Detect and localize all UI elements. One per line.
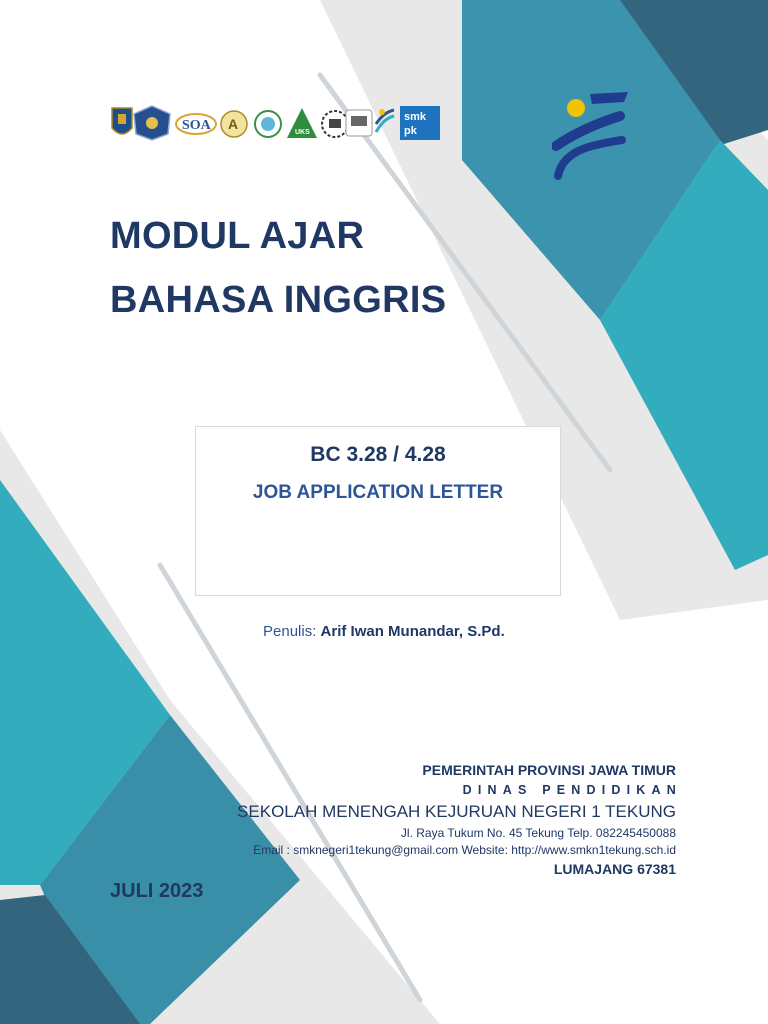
smk-pk-logo-icon — [400, 106, 440, 140]
institution-logos — [110, 104, 440, 142]
accreditation-a-icon — [221, 111, 247, 137]
adiwiyata-logo-icon — [255, 111, 281, 137]
svg-text:pk: pk — [404, 125, 417, 137]
svg-text:UKS: UKS — [295, 129, 310, 136]
competency-code: BC 3.28 / 4.28 — [310, 443, 446, 466]
svg-text:SOA: SOA — [182, 118, 211, 133]
department-name: DINAS PENDIDIKAN — [462, 783, 682, 797]
gear-emblem-icon — [322, 111, 348, 137]
publication-date: JULI 2023 — [110, 880, 204, 902]
lumajang-emblem-icon — [134, 106, 170, 140]
institution-block — [237, 760, 682, 879]
svg-text:smk: smk — [404, 111, 427, 123]
school-name: SEKOLAH MENENGAH KEJURUAN NEGERI 1 TEKUNG — [237, 802, 676, 821]
competency-box — [195, 426, 561, 596]
title-line-1: MODUL AJAR — [110, 215, 365, 257]
module-title — [110, 204, 446, 332]
soa-logo-icon — [176, 114, 216, 134]
school-contact: Email : smknegeri1tekung@gmail.com Website: http://www.smkn1tekung.sch.id — [253, 843, 676, 857]
uks-logo-icon — [287, 108, 317, 138]
author-line — [263, 623, 505, 640]
school-address: Jl. Raya Tukum No. 45 Tekung Telp. 082245450088 — [400, 826, 676, 840]
author-name: Arif Iwan Munandar, S.Pd. — [320, 623, 505, 640]
merdeka-logo-icon — [552, 88, 634, 188]
competency-topic: JOB APPLICATION LETTER — [252, 482, 504, 503]
government-name: PEMERINTAH PROVINSI JAWA TIMUR — [422, 762, 676, 778]
east-java-emblem-icon — [112, 108, 132, 134]
merdeka-belajar-icon — [376, 109, 394, 132]
school-city: LUMAJANG 67381 — [553, 861, 676, 877]
teaching-factory-icon — [346, 110, 372, 136]
svg-text:A: A — [228, 116, 239, 132]
author-label: Penulis: — [263, 623, 317, 640]
title-line-2: BAHASA INGGRIS — [110, 279, 447, 321]
